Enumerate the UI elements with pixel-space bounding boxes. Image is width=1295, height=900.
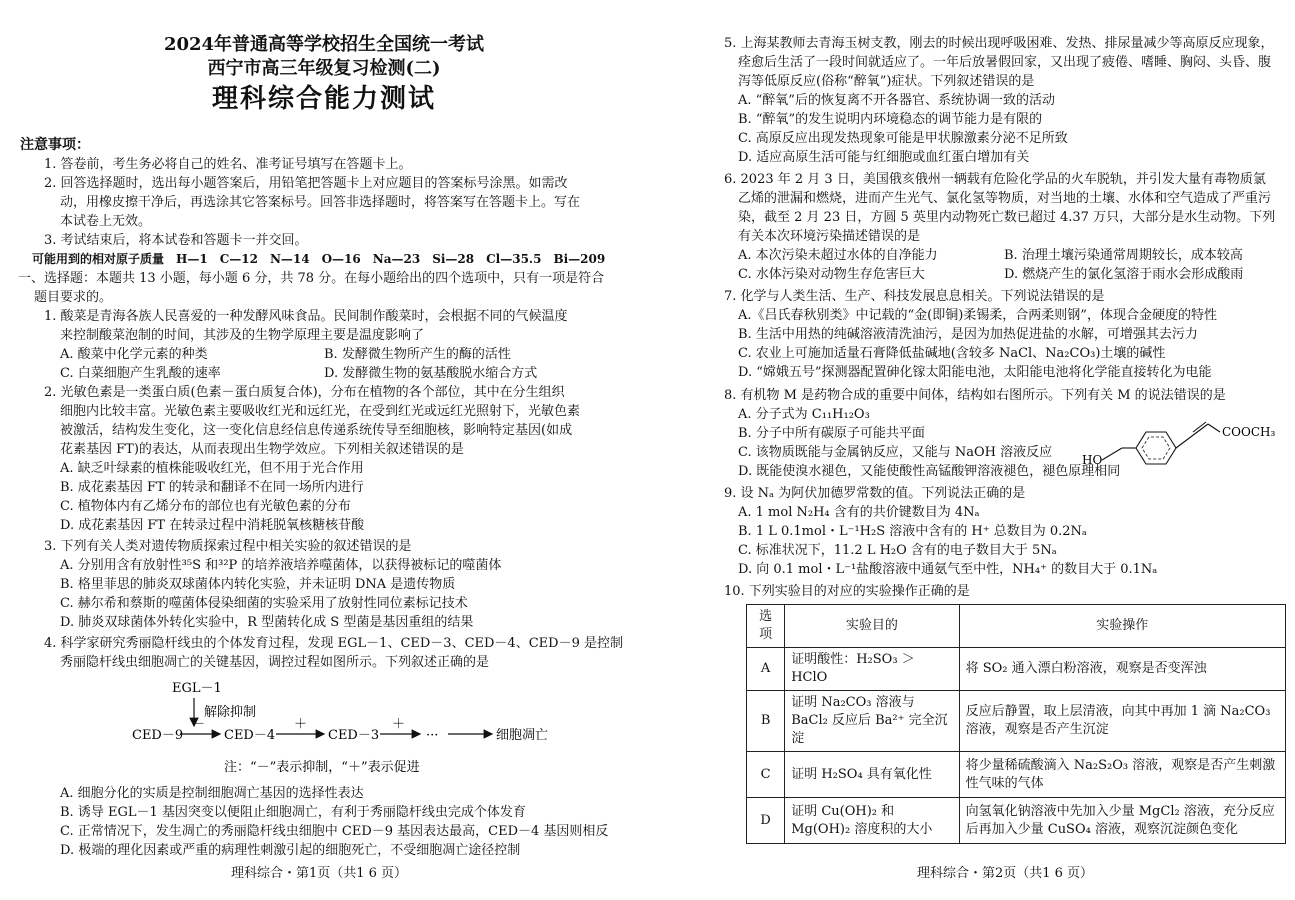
- q4-stem-2: 秀丽隐杆线虫细胞凋亡的关键基因，调控过程如图所示。下列叙述正确的是: [60, 655, 490, 670]
- q6-stem-3: 染，截至 2 月 23 日，方圆 5 英里内动物死亡数已超过 4.37 万只，大部分是水生动物。下列: [738, 210, 1276, 225]
- molecule-m-structure: [1080, 410, 1286, 474]
- q1-option-b: B. 发酵微生物所产生的酶的活性: [324, 347, 511, 362]
- q1-stem-2: 来控制酸菜泡制的时间，其涉及的生物学原理主要是温度影响了: [60, 328, 425, 343]
- q3-stem: 3. 下列有关人类对遗传物质探索过程中相关实验的叙述错误的是: [44, 539, 412, 554]
- atomic-masses: 可能用到的相对原子质量 H—1 C—12 N—14 O—16 Na—23 Si—28 Cl—35.5 Bi—209: [32, 252, 606, 266]
- ced4-label: CED－4: [224, 728, 276, 743]
- header-operation: 实验操作: [959, 605, 1285, 648]
- egl1-label: EGL－1: [172, 681, 222, 696]
- table-row: [747, 752, 1286, 798]
- q9-option-c: C. 标准状况下，11.2 L H₂O 含有的电子数目大于 5Nₐ: [738, 543, 1057, 558]
- ester-group-label: COOCH₃: [1222, 425, 1276, 439]
- footer-left: 理科综合・第1页（共1 6 页）: [230, 866, 408, 881]
- q9-option-b: B. 1 L 0.1mol・L⁻¹H₂S 溶液中含有的 H⁺ 总数目为 0.2Nₐ: [738, 524, 1087, 539]
- row-operation: 将 SO₂ 通入漂白粉溶液，观察是否变浑浊: [959, 648, 1285, 691]
- row-goal: 证明 Na₂CO₃ 溶液与 BaCl₂ 反应后 Ba²⁺ 完全沉淀: [785, 691, 959, 752]
- hydroxyl-label: HO: [1082, 453, 1103, 467]
- q9-option-a: A. 1 mol N₂H₄ 含有的共价键数目为 4Nₐ: [738, 505, 980, 520]
- q8-option-c: C. 该物质既能与金属钠反应，又能与 NaOH 溶液反应: [738, 445, 1053, 460]
- q6-option-c: C. 水体污染对动物生存危害巨大: [738, 267, 925, 282]
- q2-option-c: C. 植物体内有乙烯分布的部位也有光敏色素的分布: [60, 499, 351, 514]
- release-label: 解除抑制: [204, 705, 257, 720]
- dots-label: ···: [426, 728, 439, 743]
- q6-stem-4: 有关本次环境污染描述错误的是: [738, 229, 921, 244]
- q4-option-b: B. 诱导 EGL－1 基因突变以便阻止细胞凋亡，有利于秀丽隐杆线虫完成个体发育: [60, 805, 526, 820]
- notice-item-2c: 本试卷上无效。: [60, 214, 152, 229]
- apoptosis-label: 细胞凋亡: [496, 728, 549, 743]
- header-option: 选项: [747, 605, 785, 648]
- notice-title: 注意事项：: [20, 137, 90, 153]
- q2-option-d: D. 成花素基因 FT 在转录过程中消耗脱氧核糖核苷酸: [60, 518, 365, 533]
- q1-option-a: A. 酸菜中化学元素的种类: [60, 347, 208, 362]
- table-row: [747, 648, 1286, 691]
- exam-title-line2: 西宁市高三年级复习检测(二): [207, 58, 441, 79]
- q1-option-c: C. 白菜细胞产生乳酸的速率: [60, 366, 221, 381]
- row-goal: 证明 H₂SO₄ 具有氧化性: [785, 752, 959, 798]
- q7-option-c: C. 农业上可施加适量石膏降低盐碱地(含较多 NaCl、Na₂CO₃)土壤的碱性: [738, 346, 1166, 361]
- q10-stem: 10. 下列实验目的对应的实验操作正确的是: [724, 584, 970, 599]
- row-operation: 反应后静置，取上层清液，向其中再加 1 滴 Na₂CO₃ 溶液，观察是否产生沉淀: [959, 691, 1285, 752]
- q6-stem: 6. 2023 年 2 月 3 日，美国俄亥俄州一辆载有危险化学品的火车脱轨，并引发大量有毒物质氯: [724, 172, 1266, 187]
- q5-stem-2: 痊愈后生活了一段时间就适应了。一年后放暑假回家，又出现了疲倦、嗜睡、胸闷、头昏、腹: [738, 55, 1272, 70]
- q8-option-b: B. 分子中所有碳原子可能共平面: [738, 426, 925, 441]
- diagram-note: 注：“－”表示抑制，“＋”表示促进: [224, 760, 420, 775]
- ced3-label: CED－3: [328, 728, 380, 743]
- row-option: D: [747, 798, 785, 844]
- notice-item-3: 3. 考试结束后，将本试卷和答题卡一并交回。: [44, 233, 308, 248]
- q4-option-c: C. 正常情况下，发生凋亡的秀丽隐杆线虫细胞中 CED－9 基因表达最高，CED－4 基因则相反: [60, 824, 609, 839]
- q7-stem: 7. 化学与人类生活、生产、科技发展息息相关。下列说法错误的是: [724, 289, 1105, 304]
- minus-sign: －: [192, 717, 206, 732]
- q8-option-d: D. 既能使溴水褪色，又能使酸性高锰酸钾溶液褪色，褪色原理相同: [738, 464, 1121, 479]
- q2-stem-2: 细胞内比较丰富。光敏色素主要吸收红光和远红光，在受到红光或远红光照射下，光敏色素: [60, 404, 581, 419]
- q2-stem-3: 被激活，结构发生变化，这一变化信息经信息传递系统传导至细胞核，影响特定基因(如成: [60, 423, 573, 438]
- q4-option-a: A. 细胞分化的实质是控制细胞凋亡基因的选择性表达: [60, 786, 364, 801]
- section-heading-2: 题目要求的。: [34, 290, 113, 305]
- exam-title-line1: 2024年普通高等学校招生全国统一考试: [163, 34, 485, 55]
- q7-option-b: B. 生活中用热的纯碱溶液清洗油污，是因为加热促进盐的水解，可增强其去污力: [738, 327, 1198, 342]
- q6-option-b: B. 治理土壤污染通常周期较长，成本较高: [1004, 248, 1243, 263]
- q5-option-c: C. 高原反应出现发热现象可能是甲状腺激素分泌不足所致: [738, 131, 1068, 146]
- table-row: [747, 691, 1286, 752]
- q1-option-d: D. 发酵微生物的氨基酸脱水缩合方式: [324, 366, 538, 381]
- plus-sign-1: ＋: [294, 717, 308, 732]
- q4-stem: 4. 科学家研究秀丽隐杆线虫的个体发育过程，发现 EGL－1、CED－3、CED－4、CED－9 是控制: [44, 636, 623, 651]
- row-operation: 向氢氧化钠溶液中先加入少量 MgCl₂ 溶液，充分反应后再加入少量 CuSO₄ 溶液，观察沉淀颜色变化: [959, 798, 1285, 844]
- header-goal: 实验目的: [785, 605, 959, 648]
- exam-title-main: 理科综合能力测试: [211, 84, 436, 114]
- q6-stem-2: 乙烯的泄漏和燃烧，进而产生光气、氯化氢等物质，对当地的土壤、水体和空气造成了严重污: [738, 191, 1272, 206]
- q5-option-a: A. “醉氧”后的恢复离不开各器官、系统协调一致的活动: [738, 93, 1055, 108]
- q5-option-d: D. 适应高原生活可能与红细胞或血红蛋白增加有关: [738, 150, 1030, 165]
- plus-sign-2: ＋: [392, 717, 406, 732]
- q1-stem: 1. 酸菜是青海各族人民喜爱的一种发酵风味食品。民间制作酸菜时，会根据不同的气候温度: [44, 309, 568, 324]
- notice-item-2: 2. 回答选择题时，选出每小题答案后，用铅笔把答题卡上对应题目的答案标号涂黑。如需改: [44, 176, 568, 191]
- q5-stem: 5. 上海某教师去青海玉树支教，刚去的时候出现呼吸困难、发热、排尿量减少等高原反应现象，: [724, 36, 1274, 51]
- q5-option-b: B. “醉氧”的发生说明内环境稳态的调节能力是有限的: [738, 112, 1043, 127]
- apoptosis-pathway-diagram: [124, 676, 584, 780]
- row-option: B: [747, 691, 785, 752]
- q6-option-d: D. 燃烧产生的氯化氢溶于雨水会形成酸雨: [1004, 267, 1244, 282]
- q2-option-b: B. 成花素基因 FT 的转录和翻译不在同一场所内进行: [60, 480, 364, 495]
- q2-stem: 2. 光敏色素是一类蛋白质(色素－蛋白质复合体)，分布在植物的各个部位，其中在分生组织: [44, 385, 565, 400]
- row-goal: 证明 Cu(OH)₂ 和 Mg(OH)₂ 溶度积的大小: [785, 798, 959, 844]
- q5-stem-3: 泻等低原反应(俗称“醉氧”)症状。下列叙述错误的是: [738, 74, 1035, 89]
- row-operation: 将少量稀硫酸滴入 Na₂S₂O₃ 溶液，观察是否产生刺激性气味的气体: [959, 752, 1285, 798]
- row-option: C: [747, 752, 785, 798]
- section-heading: 一、选择题：本题共 13 小题，每小题 6 分，共 78 分。在每小题给出的四个选项中，只有一项是符合: [18, 271, 605, 286]
- notice-item-2b: 动，用橡皮擦干净后，再选涂其它答案标号。回答非选择题时，将答案写在答题卡上。写在: [60, 195, 581, 210]
- table-row: [747, 798, 1286, 844]
- table-header-row: [747, 605, 1286, 648]
- row-option: A: [747, 648, 785, 691]
- q9-option-d: D. 向 0.1 mol・L⁻¹盐酸溶液中通氨气至中性，NH₄⁺ 的数目大于 0.1Nₐ: [738, 562, 1158, 577]
- footer-right: 理科综合・第2页（共1 6 页）: [916, 866, 1094, 881]
- q8-option-a: A. 分子式为 C₁₁H₁₂O₃: [738, 407, 870, 422]
- q7-option-d: D. “嫦娥五号”探测器配置砷化镓太阳能电池，太阳能电池将化学能直接转化为电能: [738, 365, 1212, 380]
- notice-item-1: 1. 答卷前，考生务必将自己的姓名、准考证号填写在答题卡上。: [44, 157, 412, 172]
- q3-option-b: B. 格里菲思的肺炎双球菌体内转化实验，并未证明 DNA 是遗传物质: [60, 577, 456, 592]
- q3-option-c: C. 赫尔希和蔡斯的噬菌体侵染细菌的实验采用了放射性同位素标记技术: [60, 596, 468, 611]
- q4-option-d: D. 极端的理化因素或严重的病理性刺激引起的细胞死亡，不受细胞凋亡途径控制: [60, 843, 521, 858]
- q3-option-a: A. 分别用含有放射性³⁵S 和³²P 的培养液培养噬菌体，以获得被标记的噬菌体: [60, 558, 502, 573]
- row-goal: 证明酸性：H₂SO₃ ＞ HClO: [785, 648, 959, 691]
- q8-stem: 8. 有机物 M 是药物合成的重要中间体，结构如右图所示。下列有关 M 的说法错误的是: [724, 388, 1226, 403]
- q3-option-d: D. 肺炎双球菌体外转化实验中，R 型菌转化成 S 型菌是基因重组的结果: [60, 615, 474, 630]
- q2-option-a: A. 缺乏叶绿素的植株能吸收红光，但不用于光合作用: [60, 461, 364, 476]
- q2-stem-4: 花素基因 FT)的表达，从而表现出生物学效应。下列相关叙述错误的是: [60, 442, 464, 457]
- q10-table: [746, 604, 1286, 844]
- ced9-label: CED－9: [132, 728, 184, 743]
- q9-stem: 9. 设 Nₐ 为阿伏加德罗常数的值。下列说法正确的是: [724, 486, 1026, 501]
- q7-option-a: A.《吕氏春秋别类》中记载的“金(即铜)柔锡柔，合两柔则钢”，体现合金硬度的特性: [738, 308, 1217, 323]
- q6-option-a: A. 本次污染未超过水体的自净能力: [738, 248, 938, 263]
